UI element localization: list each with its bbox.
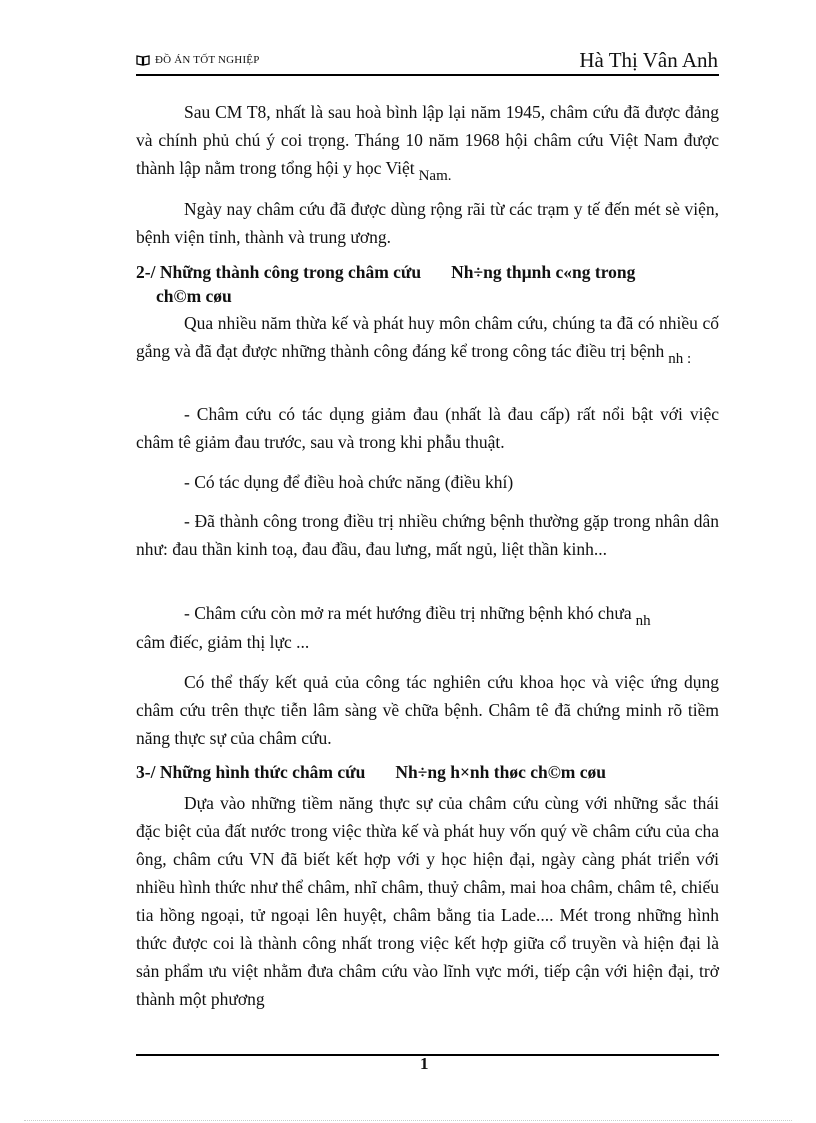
paragraph-9: Dựa vào những tiềm năng thực sự của châm cứu cùng với những sắc thái đặc biệt của đất nước trong việc thừa kế và phát huy vốn quý về châm cứu của cha ông, châm cứu VN đã biết kết hợp với y học hiện đại, ngày càng phát triển với nhiều hình thức như thể châm, nhĩ châm, thuỷ châm, mai hoa châm, châm tê, chiếu tia hồng ngoại, tử ngoại lên huyệt, châm bằng tia Lade.... Mét trong những hình thức được coi là thành công nhất trong việc kết hợp giữa cổ truyền và hiện đại là sản phẩm ưu việt nhằm đưa châm cứu vào lĩnh vực mới, tiếp cận với hiện đại, trở thành một phương [136, 793, 719, 1009]
section-heading-2-duplicate: Nh÷ng thµnh c«ng trong [451, 262, 636, 282]
paragraph-7: - Châm cứu còn mở ra mét hướng điều trị những bệnh khó chưa nh [184, 603, 651, 629]
section-heading-3-title: 3-/ Những hình thức châm cứu [136, 762, 366, 782]
paragraph-5: - Có tác dụng để điều hoà chức năng (điều khí) [184, 472, 514, 492]
paragraph-3-tail: nh : [668, 351, 692, 367]
paragraph-8: Có thể thấy kết quả của công tác nghiên cứu khoa học và việc ứng dụng châm cứu trên thực tiễn lâm sàng về chữa bệnh. Châm tê đã chứng minh rõ tiềm năng thực sự của châm cứu. [136, 672, 719, 748]
section-heading-2-continuation: ch©m cøu [156, 286, 232, 306]
paragraph-4: - Châm cứu có tác dụng giảm đau (nhất là đau cấp) rất nổi bật với việc châm tê giảm đau trước, sau và trong khi phẫu thuật. [136, 404, 719, 452]
section-heading-3 [136, 760, 719, 784]
paragraph-3: Qua nhiều năm thừa kế và phát huy môn châm cứu, chúng ta đã có nhiều cố gắng và đã đạt được những thành công đáng kể trong công tác điều trị bệnh nh : [136, 313, 719, 367]
paragraph-1: Sau CM T8, nhất là sau hoà bình lập lại năm 1945, châm cứu đã được đảng và chính phủ chú ý coi trọng. Tháng 10 năm 1968 hội châm cứu Việt Nam được thành lập nằm trong tổng hội y học Việt Nam. [136, 102, 719, 184]
header-left [136, 54, 260, 66]
page-bottom-dotted-edge [24, 1120, 792, 1121]
paragraph-6: - Đã thành công trong điều trị nhiều chứng bệnh thường gặp trong nhân dân như: đau thần kinh toạ, đau đầu, đau lưng, mất ngủ, liệt thần kinh... [136, 511, 719, 559]
paragraph-1-tail: Nam. [418, 168, 452, 184]
section-heading-2 [136, 260, 719, 308]
page-number: 1 [420, 1054, 429, 1073]
section-heading-2-title: 2-/ Những thành công trong châm cứu [136, 262, 422, 282]
paragraph-7-continuation: câm điếc, giảm thị lực ... [136, 632, 310, 652]
header-rule [136, 74, 719, 76]
header-author: Hà Thị Vân Anh [579, 48, 718, 72]
header-title: ĐỒ ÁN TỐT NGHIỆP [155, 54, 260, 66]
paragraph-7-tail: nh [635, 613, 651, 629]
paragraph-2: Ngày nay châm cứu đã được dùng rộng rãi từ các trạm y tế đến mét sè viện, bệnh viện tỉnh, thành và trung ương. [136, 199, 719, 247]
section-heading-3-duplicate: Nh÷ng h×nh thøc ch©m cøu [395, 762, 606, 782]
open-book-icon [136, 55, 150, 66]
